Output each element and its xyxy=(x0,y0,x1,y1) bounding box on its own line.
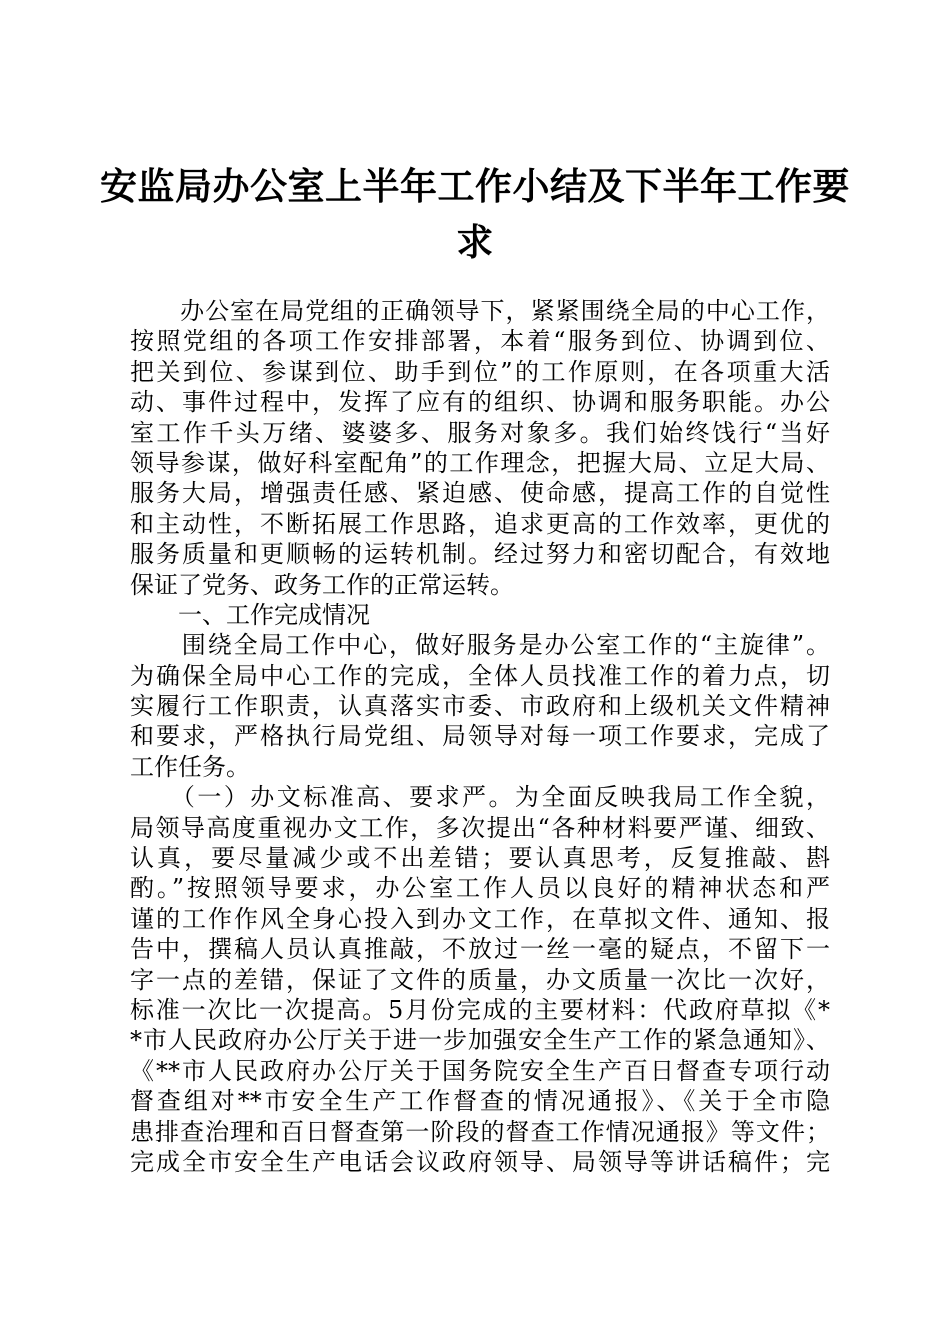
title-line-1: 安监局办公室上半年工作小结及下半年工作要 xyxy=(100,164,850,208)
text-line: 局领导高度重视办文工作，多次提出“各种材料要严谨、细致、 xyxy=(130,813,830,842)
text-line: 告中，撰稿人员认真推敲，不放过一丝一毫的疑点，不留下一 xyxy=(130,935,830,964)
text-line: 实履行工作职责，认真落实市委、市政府和上级机关文件精神 xyxy=(130,692,830,721)
text-line: 围绕全局工作中心，做好服务是办公室工作的“主旋律”。 xyxy=(130,631,830,660)
text-line: 字一点的差错，保证了文件的质量，办文质量一次比一次好， xyxy=(130,965,830,994)
text-line: 完成全市安全生产电话会议政府领导、局领导等讲话稿件；完 xyxy=(130,1147,830,1176)
text-line: 酌。”按照领导要求，办公室工作人员以良好的精神状态和严 xyxy=(130,874,830,903)
section-heading: 一、工作完成情况 xyxy=(130,600,370,629)
text-line: 领导参谋，做好科室配角”的工作理念，把握大局、立足大局、 xyxy=(130,448,830,477)
text-line: 督查组对**市安全生产工作督查的情况通报》、《关于全市隐 xyxy=(130,1087,830,1116)
text-line: 把关到位、参谋到位、助手到位”的工作原则，在各项重大活 xyxy=(130,357,830,386)
text-line: 服务质量和更顺畅的运转机制。经过努力和密切配合，有效地 xyxy=(130,540,830,569)
document-body xyxy=(130,296,830,1177)
text-line: 和主动性，不断拓展工作思路，追求更高的工作效率，更优的 xyxy=(130,509,830,538)
text-line: 谨的工作作风全身心投入到办文工作，在草拟文件、通知、报 xyxy=(130,904,830,933)
title-line-2: 求 xyxy=(456,220,494,264)
text-line: *市人民政府办公厅关于进一步加强安全生产工作的紧急通知》、 xyxy=(130,1026,830,1055)
text-line: 动、事件过程中，发挥了应有的组织、协调和服务职能。办公 xyxy=(130,388,830,417)
document-title xyxy=(100,158,850,270)
text-line: （一）办文标准高、要求严。为全面反映我局工作全貌， xyxy=(130,783,830,812)
text-line: 服务大局，增强责任感、紧迫感、使命感，提高工作的自觉性 xyxy=(130,479,830,508)
text-line: 和要求，严格执行局党组、局领导对每一项工作要求，完成了 xyxy=(130,722,830,751)
text-line: 认真，要尽量减少或不出差错；要认真思考，反复推敲、斟 xyxy=(130,844,830,873)
text-line: 标准一次比一次提高。5月份完成的主要材料：代政府草拟《* xyxy=(130,995,830,1024)
text-line: 保证了党务、政务工作的正常运转。 xyxy=(130,570,514,599)
text-line: 办公室在局党组的正确领导下，紧紧围绕全局的中心工作， xyxy=(130,297,830,325)
text-line: 为确保全局中心工作的完成，全体人员找准工作的着力点，切 xyxy=(130,661,830,690)
text-line: 《**市人民政府办公厅关于国务院安全生产百日督查专项行动 xyxy=(130,1056,830,1085)
text-line: 患排查治理和百日督查第一阶段的督查工作情况通报》等文件； xyxy=(130,1117,830,1146)
text-line: 室工作千头万绪、婆婆多、服务对象多。我们始终饯行“当好 xyxy=(130,418,830,447)
text-line: 工作任务。 xyxy=(130,752,250,781)
text-line: 按照党组的各项工作安排部署，本着“服务到位、协调到位、 xyxy=(130,327,830,356)
